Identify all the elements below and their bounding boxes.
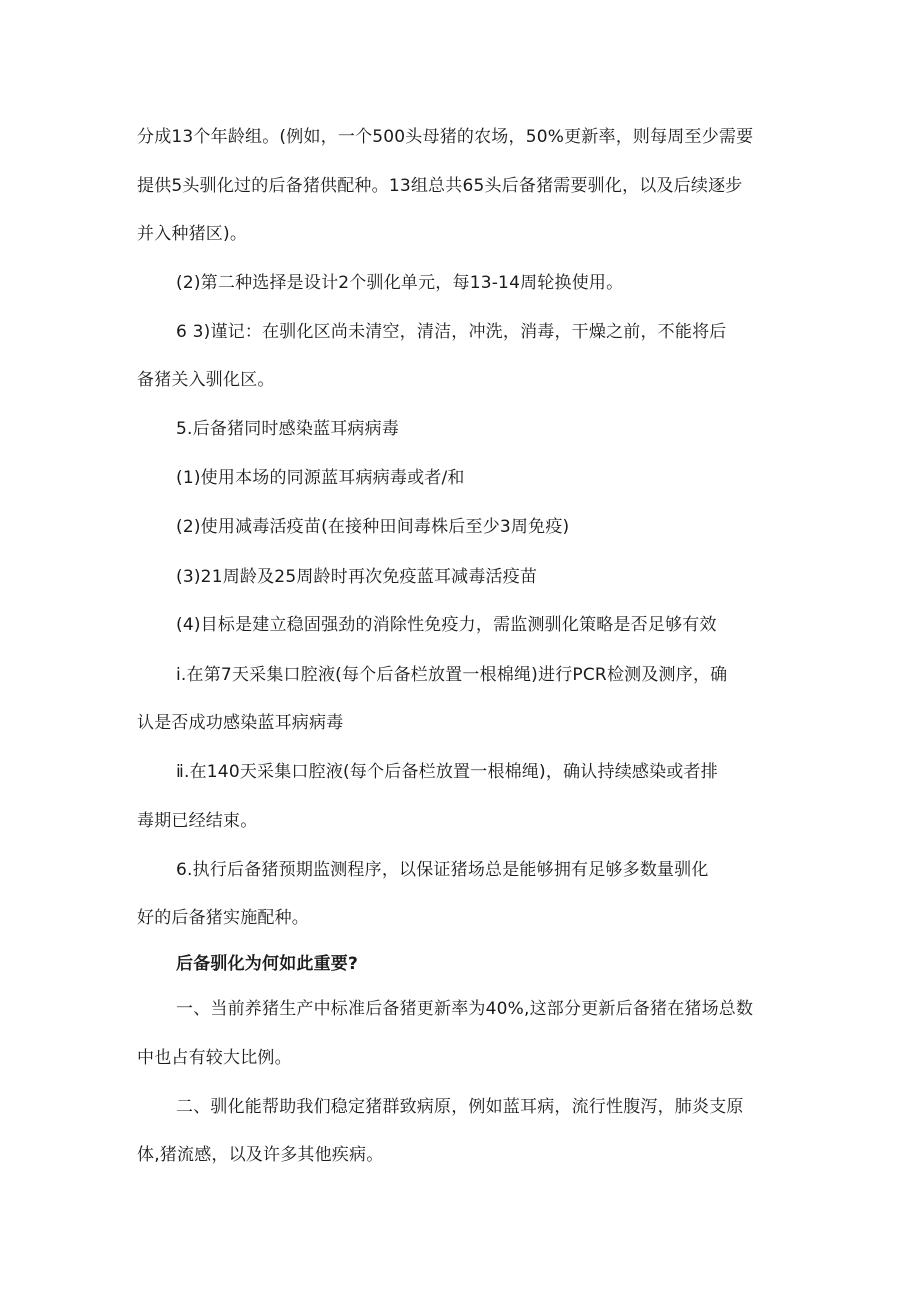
list-item: (1)使用本场的同源蓝耳病病毒或者/和 [176, 468, 465, 488]
list-item: ⅰ.在第7天采集口腔液(每个后备栏放置一根棉绳)进行PCR检测及测序，确 [176, 665, 728, 685]
paragraph-line: 好的后备猪实施配种。 [137, 908, 309, 928]
question-heading: 后备驯化为何如此重要? [176, 954, 359, 974]
paragraph-line: 一、当前养猪生产中标准后备猪更新率为40%,这部分更新后备猪在猪场总数 [176, 999, 754, 1019]
paragraph-line: 体,猪流感，以及许多其他疾病。 [137, 1145, 384, 1165]
paragraph-line: 并入种猪区)。 [137, 224, 248, 244]
paragraph-line: 提供5头驯化过的后备猪供配种。13组总共65头后备猪需要驯化，以及后续逐步 [137, 176, 743, 196]
paragraph-line: 备猪关入驯化区。 [137, 370, 275, 390]
section-heading: 5.后备猪同时感染蓝耳病病毒 [176, 419, 400, 439]
paragraph-line: (2)第二种选择是设计2个驯化单元，每13-14周轮换使用。 [176, 273, 624, 293]
paragraph-line: 分成13个年龄组。(例如，一个500头母猪的农场，50%更新率，则每周至少需要 [137, 127, 754, 147]
paragraph-line: 6 3)谨记：在驯化区尚未清空，清洁，冲洗，消毒，干燥之前，不能将后 [176, 322, 727, 342]
list-item: (4)目标是建立稳固强劲的消除性免疫力，需监测驯化策略是否足够有效 [176, 615, 717, 635]
list-item: ⅱ.在140天采集口腔液(每个后备栏放置一根棉绳)，确认持续感染或者排 [176, 762, 718, 782]
paragraph-line: 中也占有较大比例。 [137, 1048, 292, 1068]
section-heading: 6.执行后备猪预期监测程序，以保证猪场总是能够拥有足够多数量驯化 [176, 860, 709, 880]
paragraph-line: 毒期已经结束。 [137, 811, 258, 831]
paragraph-line: 认是否成功感染蓝耳病病毒 [137, 713, 344, 733]
list-item: (2)使用减毒活疫苗(在接种田间毒株后至少3周免疫) [176, 517, 570, 537]
list-item: (3)21周龄及25周龄时再次免疫蓝耳减毒活疫苗 [176, 567, 538, 587]
paragraph-line: 二、驯化能帮助我们稳定猪群致病原，例如蓝耳病，流行性腹泻，肺炎支原 [176, 1097, 744, 1117]
